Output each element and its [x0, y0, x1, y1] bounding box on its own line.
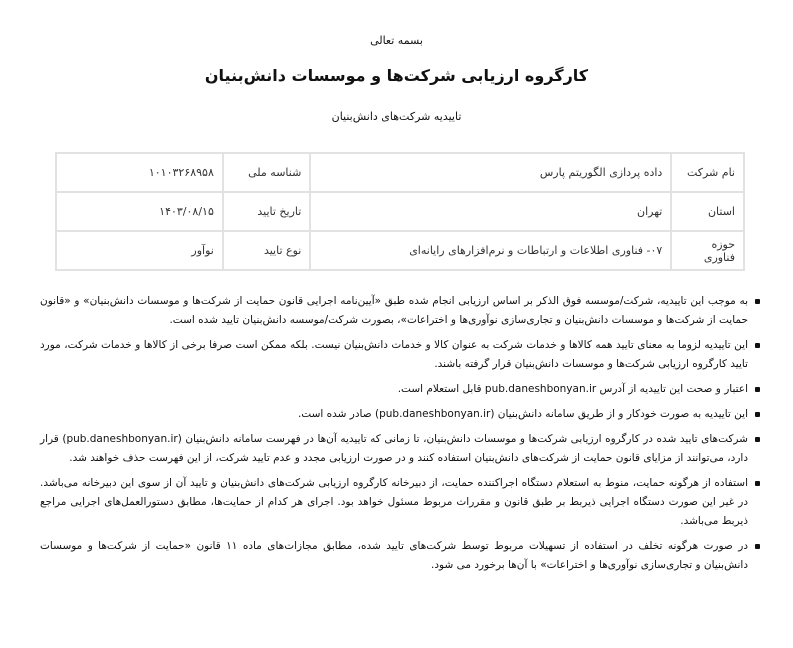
- list-item: به موجب این تاییدیه، شرکت/موسسه فوق الذکر بر اساس ارزیابی انجام شده طبق «آیین‌نامه اجرایی قانون حمایت از شرکت‌ها و موسسات دانش‌بنیان» و «قانون حمایت از شرکت‌ها و موسسات دانش‌بنیان و تجاری‌سازی نوآوری‌ها و اختراعات»، بصورت شرکت/موسسه دانش‌بنیان تایید شده است.: [40, 292, 748, 330]
- value-tech-field: ۰۷- فناوری اطلاعات و ارتباطات و نرم‌افزارهای رایانه‌ای: [310, 231, 671, 270]
- notes-list: [40, 292, 762, 581]
- label-tech-field: حوزه فناوری: [671, 231, 744, 270]
- label-province: استان: [671, 192, 744, 231]
- value-national-id: ۱۰۱۰۳۲۶۸۹۵۸: [56, 153, 223, 192]
- table-row-company-name: [56, 153, 744, 192]
- list-item: استفاده از هرگونه حمایت، منوط به استعلام دستگاه اجراکننده حمایت، از دبیرخانه کارگروه ارزیابی شرکت‌های دانش‌بنیان و تایید آن از سوی این دبیرخانه می‌باشد. در غیر این صورت دستگاه اجرایی ذیربط بر طبق قانون و مقررات مربوط مسئول خواهد بود. اجرای هر کدام از حمایت‌ها، مطابق دستورالعمل‌های اجرایی مراجع ذیربط می‌باشد.: [40, 474, 748, 531]
- value-province: تهران: [310, 192, 671, 231]
- company-info-table: [55, 152, 745, 271]
- label-approval-type: نوع تایید: [223, 231, 310, 270]
- document-subtitle: تاییدیه شرکت‌های دانش‌بنیان: [331, 110, 462, 123]
- list-item: این تاییدیه لزوما به معنای تایید همه کالاها و خدمات شرکت به عنوان کالا و خدمات دانش‌بنیان نیست. بلکه ممکن است صرفا برخی از کالاها و خدمات شرکت، مورد تایید کارگروه ارزیابی شرکت‌ها و موسسات دانش‌بنیان قرار گرفته باشند.: [40, 336, 748, 374]
- label-national-id: شناسه ملی: [223, 153, 310, 192]
- document-title: کارگروه ارزیابی شرکت‌ها و موسسات دانش‌بنیان: [204, 66, 589, 85]
- value-approval-date: ۱۴۰۳/۰۸/۱۵: [56, 192, 223, 231]
- table-row-province: [56, 192, 744, 231]
- value-approval-type: نوآور: [56, 231, 223, 270]
- list-item: در صورت هرگونه تخلف در استفاده از تسهیلات مربوط توسط شرکت‌های تایید شده، مطابق مجازات‌های ماده ۱۱ قانون «حمایت از شرکت‌ها و موسسات دانش‌بنیان و تجاری‌سازی نوآوری‌ها و اختراعات» با آن‌ها برخورد می شود.: [40, 537, 748, 575]
- label-company-name: نام شرکت: [671, 153, 744, 192]
- table-row-tech-field: [56, 231, 744, 270]
- label-approval-date: تاریخ تایید: [223, 192, 310, 231]
- value-company-name: داده پردازی الگوریتم پارس: [310, 153, 671, 192]
- list-item: این تاییدیه به صورت خودکار و از طریق سامانه دانش‌بنیان (pub.daneshbonyan.ir) صادر شده است.: [40, 405, 748, 424]
- list-item: اعتبار و صحت این تاییدیه از آدرس pub.daneshbonyan.ir قابل استعلام است.: [40, 380, 748, 399]
- list-item: شرکت‌های تایید شده در کارگروه ارزیابی شرکت‌ها و موسسات دانش‌بنیان، تا زمانی که تاییدیه آن‌ها در فهرست سامانه دانش‌بنیان (pub.daneshbonyan.ir) قرار دارد، می‌توانند از مزایای قانون حمایت از شرکت‌های دانش‌بنیان استفاده کنند و در صورت ارزیابی مجدد و عدم تایید شرکت، از این فهرست حذف خواهند شد.: [40, 430, 748, 468]
- blessing-heading: بسمه تعالی: [370, 34, 423, 47]
